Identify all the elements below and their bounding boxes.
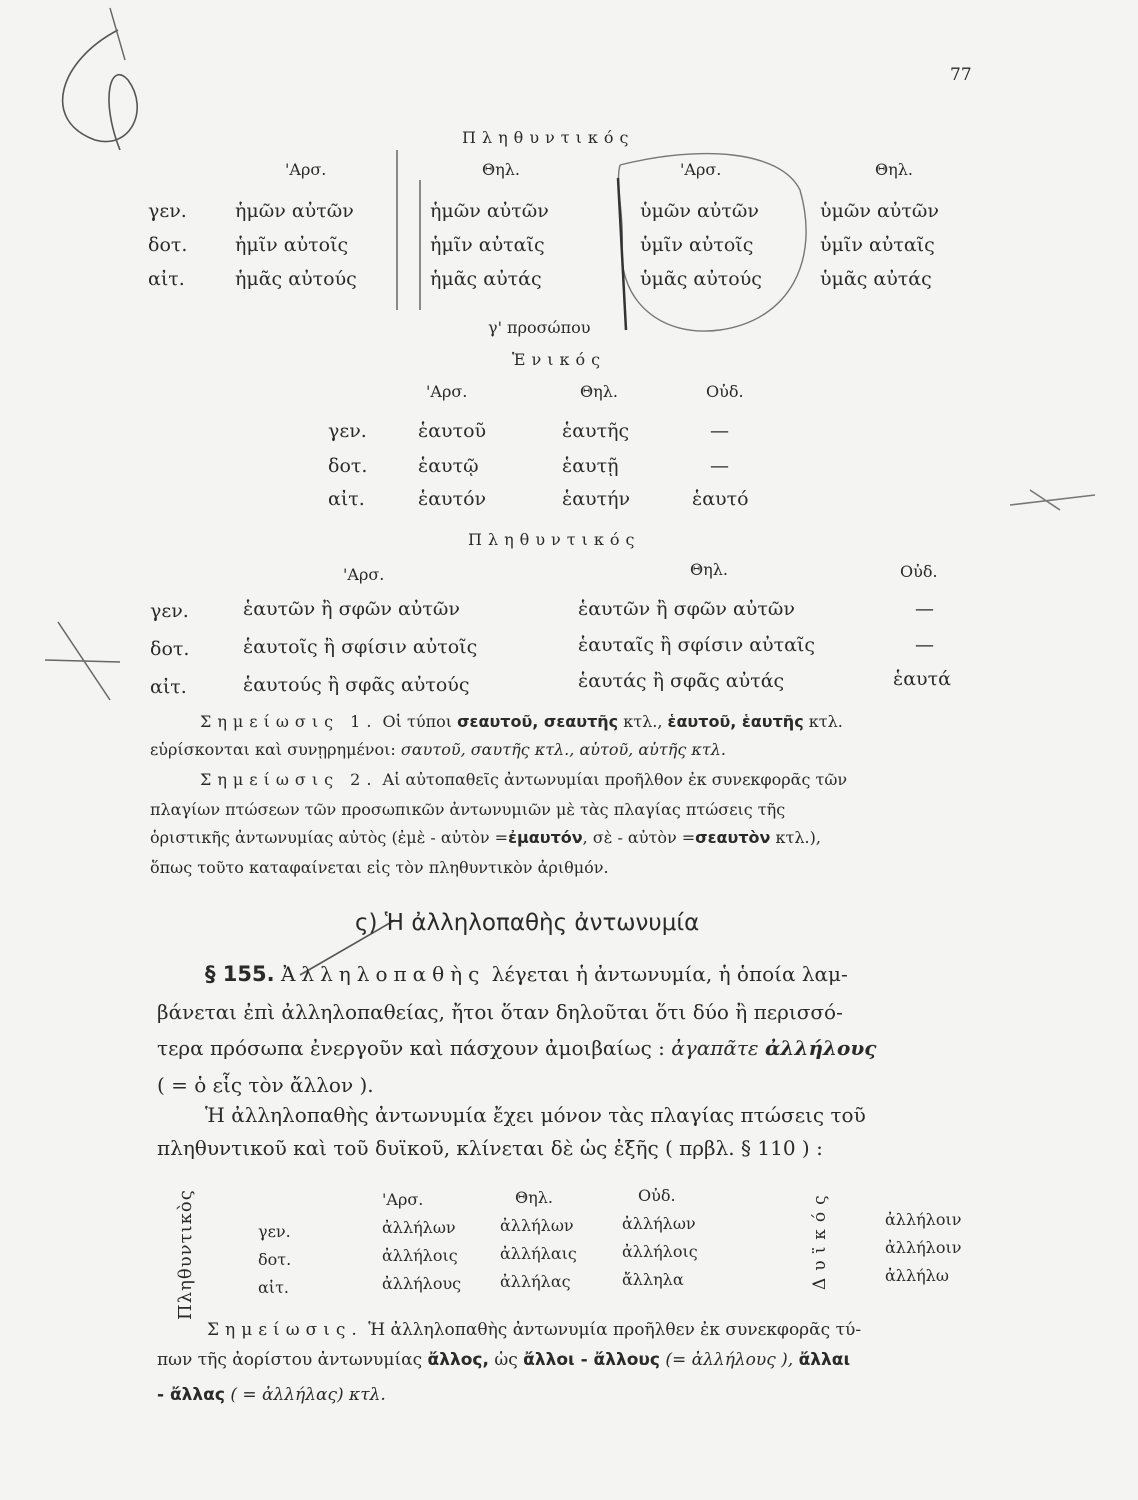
col-label-masc: 'Αρσ.: [343, 565, 385, 584]
col-label-fem: Θηλ.: [875, 160, 913, 179]
form-cell: ἑαυτά: [893, 668, 951, 690]
form-cell: ἀλλήλων: [500, 1216, 574, 1235]
note-2-line-1: Σημείωσις 2. Αἱ αὐτοπαθεῖς ἀντωνυμίαι προῆλθον ἐκ συνεκφορᾶς τῶν: [200, 770, 848, 789]
form-cell: ὑμῖν αὐτοῖς: [640, 234, 754, 256]
form-cell: —: [915, 634, 934, 656]
form-cell: ἑαυτήν: [562, 488, 631, 510]
side-label-plural: Πληθυντικὸς: [175, 1189, 196, 1320]
form-cell: —: [710, 420, 729, 442]
form-cell: ἑαυτῶν ἢ σφῶν αὐτῶν: [578, 598, 795, 620]
form-cell: ἑαυταῖς ἢ σφίσιν αὐταῖς: [578, 634, 816, 656]
form-cell: ὑμᾶς αὐτάς: [820, 268, 932, 290]
dual-form-cell: ἀλλήλοιν: [885, 1238, 962, 1257]
case-label: γεν.: [328, 420, 367, 442]
singular-heading: Ἑνικός: [512, 350, 607, 369]
col-label-neut: Οὐδ.: [638, 1186, 676, 1205]
col-label-masc: 'Αρσ.: [285, 160, 327, 179]
margin-dash-mark: [1010, 490, 1095, 510]
form-cell: ὑμῶν αὐτῶν: [820, 200, 939, 222]
case-label: δοτ.: [150, 638, 190, 660]
note-1-line-2: εὑρίσκονται καὶ συνῃρημένοι: σαυτοῦ, σαυτῆς κτλ., αὑτοῦ, αὑτῆς κτλ.: [150, 740, 726, 759]
plural-heading: Πληθυντικός: [462, 128, 635, 147]
col-label-neut: Οὐδ.: [706, 382, 744, 401]
col-label-masc: 'Αρσ.: [680, 160, 722, 179]
section-number: § 155.: [205, 962, 275, 986]
form-cell: ἀλλήλοις: [622, 1242, 698, 1261]
col-label-fem: Θηλ.: [580, 382, 618, 401]
form-cell: ἑαυτοῦ: [418, 420, 487, 442]
para-155-line-5: Ἡ ἀλληλοπαθὴς ἀντωνυμία ἔχει μόνον τὰς πλαγίας πτώσεις τοῦ: [205, 1103, 866, 1127]
case-label: αἰτ.: [328, 488, 365, 510]
form-cell: ἡμᾶς αὐτάς: [430, 268, 542, 290]
para-155-line-4: ( = ὁ εἷς τὸν ἄλλον ).: [157, 1073, 374, 1097]
form-cell: ἡμῶν αὐτῶν: [235, 200, 354, 222]
form-cell: ἄλληλα: [622, 1270, 684, 1289]
note-3-line-1: Σημείωσις. Ἡ ἀλληλοπαθὴς ἀντωνυμία προῆλθεν ἐκ συνεκφορᾶς τύ-: [207, 1320, 862, 1340]
plural-heading: Πληθυντικός: [468, 530, 641, 549]
case-label: αἰτ.: [150, 676, 187, 698]
col-label-fem: Θηλ.: [690, 560, 728, 579]
third-person-heading: γ' προσώπου: [488, 318, 591, 337]
form-cell: —: [915, 598, 934, 620]
case-label: δοτ.: [258, 1250, 292, 1269]
margin-scribble-mark: [63, 30, 138, 150]
form-cell: ἀλλήλοις: [382, 1246, 458, 1265]
side-label-dual: Δυϊκός: [810, 1188, 830, 1290]
note-3-line-2: πων τῆς ἀορίστου ἀντωνυμίας ἄλλος, ὡς ἄλλοι - ἄλλους (= ἀλλήλους ), ἄλλαι: [157, 1350, 851, 1370]
form-cell: ὑμῖν αὐταῖς: [820, 234, 935, 256]
col-label-masc: 'Αρσ.: [426, 382, 468, 401]
form-cell: ἀλλήλων: [622, 1214, 696, 1233]
form-cell: ἑαυτῶν ἢ σφῶν αὐτῶν: [243, 598, 460, 620]
form-cell: ἀλλήλων: [382, 1218, 456, 1237]
form-cell: ἑαυτάς ἢ σφᾶς αὐτάς: [578, 670, 785, 692]
para-155-line-6: πληθυντικοῦ καὶ τοῦ δυϊκοῦ, κλίνεται δὲ ὡς ἑξῆς ( πρβλ. § 110 ) :: [157, 1136, 823, 1160]
section-title: ς) Ἡ ἀλληλοπαθὴς ἀντωνυμία: [355, 910, 700, 936]
para-155-line-2: βάνεται ἐπὶ ἀλληλοπαθείας, ἤτοι ὅταν δηλοῦται ὅτι δύο ἢ περισσό-: [157, 1000, 843, 1024]
note-2-line-3: ὁριστικῆς ἀντωνυμίας αὐτὸς (ἐμὲ - αὐτὸν =ἐμαυτόν, σὲ - αὐτὸν =σεαυτὸν κτλ.),: [150, 828, 821, 847]
form-cell: ἑαυτοῖς ἢ σφίσιν αὐτοῖς: [243, 636, 478, 658]
case-label: γεν.: [150, 600, 189, 622]
margin-cross-mark: [45, 622, 120, 700]
note-label: Σημείωσις.: [207, 1320, 363, 1340]
page-number: 77: [950, 65, 972, 85]
note-label: Σημείωσις 2.: [200, 770, 378, 789]
note-3-line-3: - ἄλλας ( = ἀλλήλας) κτλ.: [157, 1385, 386, 1405]
para-155-line-3: τερα πρόσωπα ἐνεργοῦν καὶ πάσχουν ἀμοιβαίως : ἀγαπᾶτε ἀλλήλους: [157, 1036, 877, 1060]
col-label-masc: 'Αρσ.: [382, 1190, 424, 1209]
case-label: γεν.: [258, 1222, 291, 1241]
dual-form-cell: ἀλλήλοιν: [885, 1210, 962, 1229]
form-cell: ἑαυτῷ: [418, 455, 479, 477]
col-label-fem: Θηλ.: [515, 1188, 553, 1207]
para-155-line-1: § 155. Ἀλληλοπαθὴς λέγεται ἡ ἀντωνυμία, ἡ ὁποία λαμ-: [205, 962, 848, 986]
case-label: αἰτ.: [148, 268, 185, 290]
col-label-fem: Θηλ.: [482, 160, 520, 179]
col-label-neut: Οὐδ.: [900, 562, 938, 581]
vertical-bracket-line: [618, 178, 626, 330]
form-cell: ἡμῖν αὐταῖς: [430, 234, 545, 256]
case-label: αἰτ.: [258, 1278, 290, 1297]
note-1-line-1: Σημείωσις 1. Οἱ τύποι σεαυτοῦ, σεαυτῆς κτλ., ἑαυτοῦ, ἑαυτῆς κτλ.: [200, 712, 843, 731]
form-cell: ὑμῶν αὐτῶν: [640, 200, 759, 222]
form-cell: ἑαυτούς ἢ σφᾶς αὐτούς: [243, 674, 470, 696]
case-label: δοτ.: [148, 234, 188, 256]
case-label: δοτ.: [328, 455, 368, 477]
form-cell: ἀλλήλους: [382, 1274, 462, 1293]
form-cell: ἡμῖν αὐτοῖς: [235, 234, 349, 256]
form-cell: ἀλλήλας: [500, 1272, 571, 1291]
form-cell: ἑαυτό: [692, 488, 749, 510]
note-2-line-2: πλαγίων πτώσεων τῶν προσωπικῶν ἀντωνυμιῶν μὲ τὰς πλαγίας πτώσεις τῆς: [150, 800, 786, 819]
form-cell: ἡμῶν αὐτῶν: [430, 200, 549, 222]
case-label: γεν.: [148, 200, 187, 222]
form-cell: ἑαυτῆς: [562, 420, 630, 442]
form-cell: ἡμᾶς αὐτούς: [235, 268, 357, 290]
form-cell: —: [710, 455, 729, 477]
note-2-line-4: ὅπως τοῦτο καταφαίνεται εἰς τὸν πληθυντικὸν ἀριθμόν.: [150, 858, 609, 877]
form-cell: ὑμᾶς αὐτούς: [640, 268, 762, 290]
note-label: Σημείωσις 1.: [200, 712, 378, 731]
dual-form-cell: ἀλλήλω: [885, 1266, 949, 1285]
form-cell: ἑαυτόν: [418, 488, 487, 510]
form-cell: ἑαυτῇ: [562, 455, 619, 477]
form-cell: ἀλλήλαις: [500, 1244, 577, 1263]
